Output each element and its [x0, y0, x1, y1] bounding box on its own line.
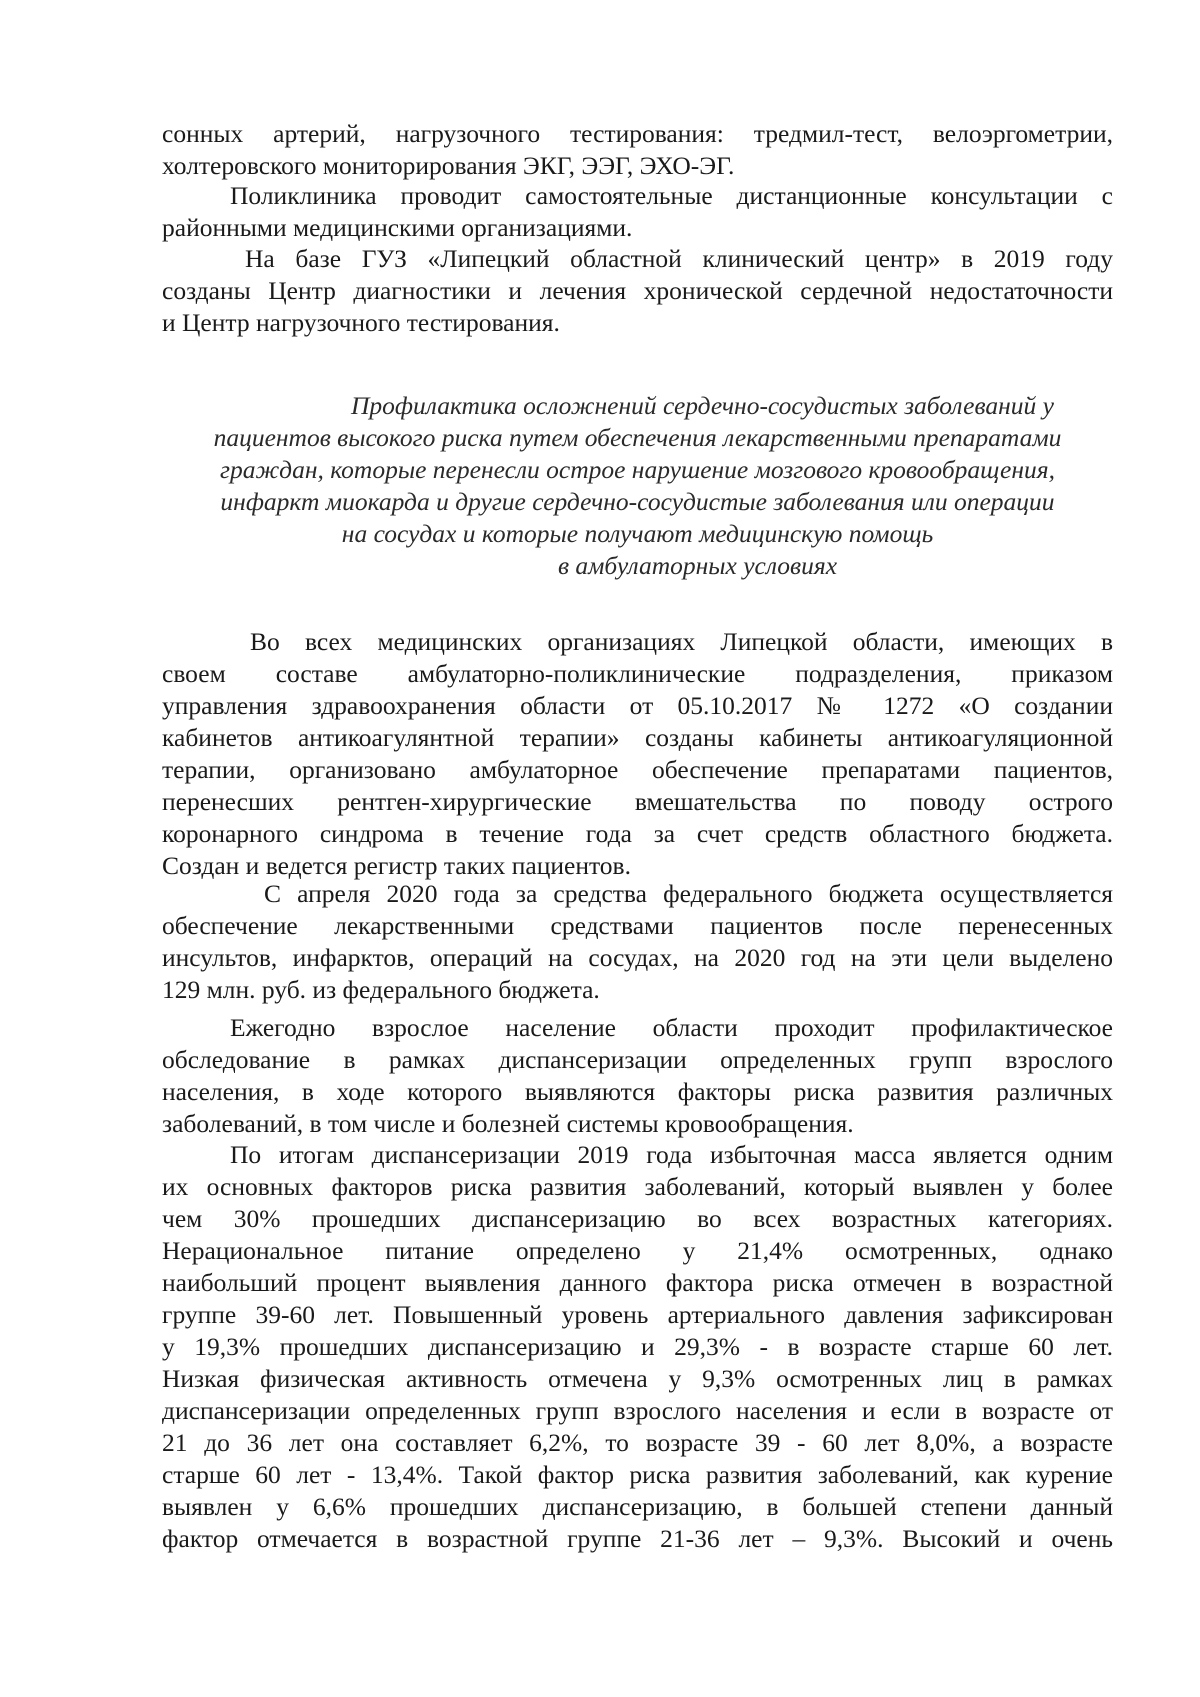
section-heading — [162, 390, 1113, 582]
text-line: инсультов, инфарктов, операций на сосудах, на 2020 год на эти цели выделено — [162, 943, 1113, 972]
text-line: По итогам диспансеризации 2019 года избыточная масса является одним — [230, 1140, 1113, 1169]
text-line: созданы Центр диагностики и лечения хронической сердечной недостаточности — [162, 276, 1113, 305]
heading-line: пациентов высокого риска путем обеспечения лекарственными препаратами — [213, 423, 1062, 452]
text-line: терапии, организовано амбулаторное обеспечение препаратами пациентов, — [162, 755, 1113, 784]
text-line: Ежегодно взрослое население области проходит профилактическое — [230, 1013, 1113, 1042]
text-line: диспансеризации определенных групп взрослого населения и если в возрасте от — [162, 1396, 1113, 1425]
center-paragraph — [162, 243, 1113, 339]
text-line: заболеваний, в том числе и болезней системы кровообращения. — [162, 1109, 854, 1138]
text-line: управления здравоохранения области от 05.10.2017 № 1272 «О создании — [162, 691, 1113, 720]
heading-line: на сосудах и которые получают медицинскую помощь — [341, 519, 934, 548]
text-line: фактор отмечается в возрастной группе 21-36 лет – 9,3%. Высокий и очень — [162, 1524, 1113, 1553]
text-line: обследование в рамках диспансеризации определенных групп взрослого — [162, 1045, 1113, 1074]
heading-line: Профилактика осложнений сердечно-сосудистых заболеваний у — [351, 391, 1054, 420]
text-line: Создан и ведется регистр таких пациентов. — [162, 851, 631, 880]
text-line: На базе ГУЗ «Липецкий областной клинический центр» в 2019 году — [245, 244, 1113, 273]
heading-line: инфаркт миокарда и другие сердечно-сосудистые заболевания или операции — [220, 487, 1055, 516]
text-line: наибольший процент выявления данного фактора риска отмечен в возрастной — [162, 1268, 1113, 1297]
text-line: С апреля 2020 года за средства федерального бюджета осуществляется — [264, 879, 1113, 908]
text-line: у 19,3% прошедших диспансеризацию и 29,3% - в возрасте старше 60 лет. — [162, 1332, 1113, 1361]
text-line: старше 60 лет - 13,4%. Такой фактор риска развития заболеваний, как курение — [162, 1460, 1113, 1489]
text-line: населения, в ходе которого выявляются факторы риска развития различных — [162, 1077, 1113, 1106]
text-line: Низкая физическая активность отмечена у 9,3% осмотренных лиц в рамках — [162, 1364, 1113, 1393]
text-line: перенесших рентген-хирургические вмешательства по поводу острого — [162, 787, 1113, 816]
text-line: обеспечение лекарственными средствами пациентов после перенесенных — [162, 911, 1113, 940]
screening-paragraph — [162, 1012, 1113, 1140]
text-line: группе 39-60 лет. Повышенный уровень артериального давления зафиксирован — [162, 1300, 1113, 1329]
text-line: коронарного синдрома в течение года за счет средств областного бюджета. — [162, 819, 1113, 848]
text-line: сонных артерий, нагрузочного тестирования: тредмил-тест, велоэргометрии, — [162, 119, 1113, 148]
text-line: выявлен у 6,6% прошедших диспансеризацию, в большей степени данный — [162, 1492, 1113, 1521]
text-line: кабинетов антикоагулянтной терапии» созданы кабинеты антикоагуляционной — [162, 723, 1113, 752]
text-line: холтеровского мониторирования ЭКГ, ЭЭГ, ЭХО-ЭГ. — [162, 151, 735, 180]
text-line: чем 30% прошедших диспансеризацию во всех возрастных категориях. — [162, 1204, 1113, 1233]
heading-line: в амбулаторных условиях — [557, 551, 838, 580]
text-line: и Центр нагрузочного тестирования. — [162, 308, 560, 337]
text-line: их основных факторов риска развития заболеваний, который выявлен у более — [162, 1172, 1113, 1201]
cabinets-paragraph — [162, 626, 1113, 882]
text-line: Во всех медицинских организациях Липецкой области, имеющих в — [250, 627, 1113, 656]
text-line: Поликлиника проводит самостоятельные дистанционные консультации с — [230, 181, 1113, 210]
text-line: своем составе амбулаторно-поликлинические подразделения, приказом — [162, 659, 1113, 688]
text-line: районными медицинскими организациями. — [162, 213, 633, 242]
polyclinic-paragraph — [162, 180, 1113, 244]
text-line: 129 млн. руб. из федерального бюджета. — [162, 975, 600, 1004]
text-line: Нерациональное питание определено у 21,4% осмотренных, однако — [162, 1236, 1113, 1265]
text-line: 21 до 36 лет она составляет 6,2%, то возрасте 39 - 60 лет 8,0%, а возрасте — [162, 1428, 1113, 1457]
intro-paragraph — [162, 118, 1113, 182]
results-paragraph — [162, 1139, 1113, 1555]
federal-paragraph — [162, 878, 1113, 1006]
heading-line: граждан, которые перенесли острое нарушение мозгового кровообращения, — [220, 455, 1055, 484]
